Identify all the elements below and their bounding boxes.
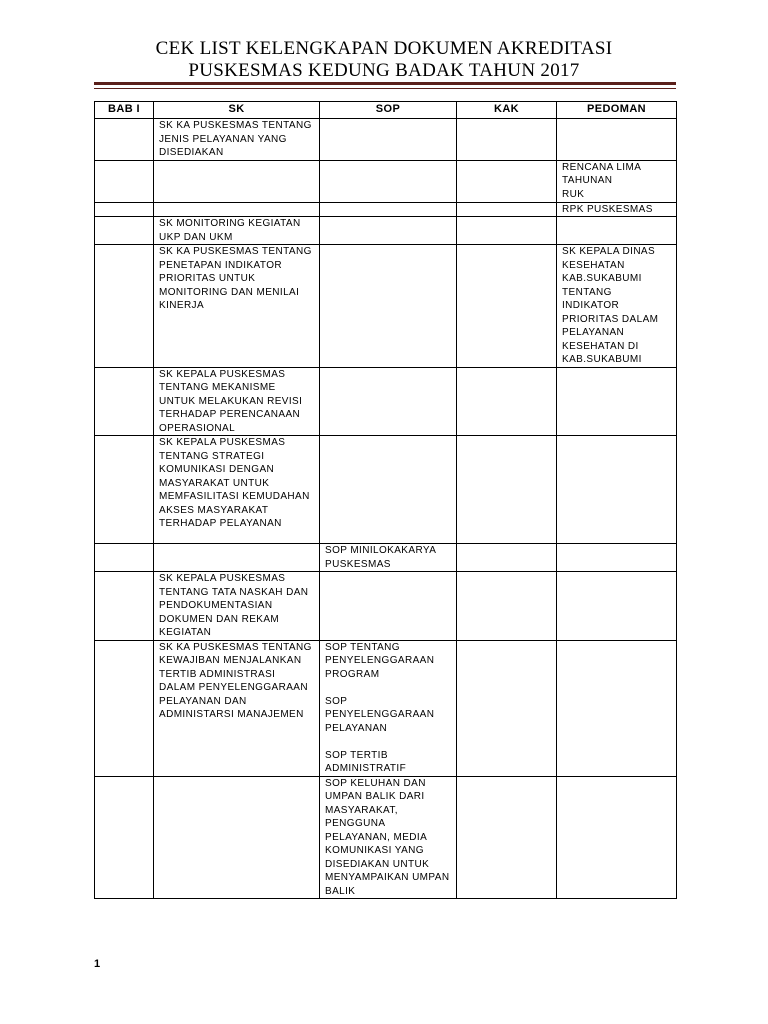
cell-kak xyxy=(457,160,557,202)
cell-pedoman xyxy=(557,572,677,641)
cell-sop xyxy=(320,572,457,641)
table-row xyxy=(95,776,677,899)
table-row xyxy=(95,160,677,202)
cell-sk: SK KEPALA PUSKESMAS TENTANG STRATEGI KOMUNIKASI DENGAN MASYARAKAT UNTUK MEMFASILITASI KEMUDAHAN AKSES MASYARAKAT TERHADAP PELAYANAN xyxy=(154,436,320,544)
cell-bab xyxy=(95,544,154,572)
cell-sk xyxy=(154,544,320,572)
page-number: 1 xyxy=(94,958,101,970)
cell-bab xyxy=(95,367,154,436)
cell-kak xyxy=(457,436,557,544)
cell-sop: SOP KELUHAN DAN UMPAN BALIK DARI MASYARAKAT, PENGGUNA PELAYANAN, MEDIA KOMUNIKASI YANG DISEDIAKAN UNTUK MENYAMPAIKAN UMPAN BALIK xyxy=(320,776,457,899)
cell-kak xyxy=(457,776,557,899)
table-header-row xyxy=(95,102,677,119)
cell-pedoman xyxy=(557,367,677,436)
cell-kak xyxy=(457,367,557,436)
cell-bab xyxy=(95,160,154,202)
cell-sk: SK KEPALA PUSKESMAS TENTANG MEKANISME UNTUK MELAKUKAN REVISI TERHADAP PERENCANAAN OPERASIONAL xyxy=(154,367,320,436)
cell-bab xyxy=(95,640,154,776)
cell-pedoman xyxy=(557,119,677,161)
sop-item: SOP PENYELENGGARAAN PELAYANAN xyxy=(325,695,435,734)
cell-pedoman: RENCANA LIMA TAHUNAN RUK xyxy=(557,160,677,202)
cell-sop xyxy=(320,640,457,776)
cell-kak xyxy=(457,640,557,776)
cell-kak xyxy=(457,217,557,245)
column-header-sop: SOP xyxy=(320,102,457,119)
cell-pedoman xyxy=(557,544,677,572)
cell-sk: SK KA PUSKESMAS TENTANG PENETAPAN INDIKATOR PRIORITAS UNTUK MONITORING DAN MENILAI KINERJA xyxy=(154,245,320,368)
cell-pedoman xyxy=(557,217,677,245)
title-underline-thin xyxy=(94,88,676,89)
cell-pedoman xyxy=(557,436,677,544)
table-row xyxy=(95,245,677,368)
document-title-line-2: PUSKESMAS KEDUNG BADAK TAHUN 2017 xyxy=(188,60,580,81)
cell-bab xyxy=(95,245,154,368)
table-row xyxy=(95,217,677,245)
cell-sk: SK KA PUSKESMAS TENTANG JENIS PELAYANAN YANG DISEDIAKAN xyxy=(154,119,320,161)
cell-bab xyxy=(95,572,154,641)
column-header-kak: KAK xyxy=(457,102,557,119)
cell-bab xyxy=(95,119,154,161)
cell-sop xyxy=(320,245,457,368)
cell-pedoman: SK KEPALA DINAS KESEHATAN KAB.SUKABUMI TENTANG INDIKATOR PRIORITAS DALAM PELAYANAN KESEHATAN DI KAB.SUKABUMI xyxy=(557,245,677,368)
column-header-sk: SK xyxy=(154,102,320,119)
cell-pedoman xyxy=(557,640,677,776)
cell-sop xyxy=(320,202,457,217)
title-underline-thick xyxy=(94,82,676,85)
cell-kak xyxy=(457,572,557,641)
cell-sk xyxy=(154,160,320,202)
checklist-table xyxy=(94,101,677,899)
column-header-bab: BAB I xyxy=(95,102,154,119)
table-row xyxy=(95,572,677,641)
table-row xyxy=(95,436,677,544)
cell-sk xyxy=(154,776,320,899)
sop-item: SOP TERTIB ADMINISTRATIF xyxy=(325,749,407,774)
cell-sop xyxy=(320,367,457,436)
table-row xyxy=(95,202,677,217)
cell-bab xyxy=(95,217,154,245)
cell-sop: SOP MINILOKAKARYA PUSKESMAS xyxy=(320,544,457,572)
table-row xyxy=(95,119,677,161)
cell-kak xyxy=(457,202,557,217)
column-header-pedoman: PEDOMAN xyxy=(557,102,677,119)
cell-kak xyxy=(457,544,557,572)
sop-item: SOP TENTANG PENYELENGGARAAN PROGRAM xyxy=(325,641,435,680)
cell-bab xyxy=(95,436,154,544)
cell-pedoman: RPK PUSKESMAS xyxy=(557,202,677,217)
table-row xyxy=(95,544,677,572)
cell-sop xyxy=(320,119,457,161)
cell-sk: SK KEPALA PUSKESMAS TENTANG TATA NASKAH DAN PENDOKUMENTASIAN DOKUMEN DAN REKAM KEGIATAN xyxy=(154,572,320,641)
cell-sop xyxy=(320,217,457,245)
cell-sk: SK MONITORING KEGIATAN UKP DAN UKM xyxy=(154,217,320,245)
cell-bab xyxy=(95,202,154,217)
cell-sk xyxy=(154,202,320,217)
document-title-line-1: CEK LIST KELENGKAPAN DOKUMEN AKREDITASI xyxy=(155,38,613,59)
cell-kak xyxy=(457,245,557,368)
cell-kak xyxy=(457,119,557,161)
cell-pedoman xyxy=(557,776,677,899)
cell-sop xyxy=(320,436,457,544)
cell-sop xyxy=(320,160,457,202)
table-row xyxy=(95,640,677,776)
cell-sk: SK KA PUSKESMAS TENTANG KEWAJIBAN MENJALANKAN TERTIB ADMINISTRASI DALAM PENYELENGGARAAN PELAYANAN DAN ADMINISTARSI MANAJEMEN xyxy=(154,640,320,776)
cell-bab xyxy=(95,776,154,899)
table-row xyxy=(95,367,677,436)
